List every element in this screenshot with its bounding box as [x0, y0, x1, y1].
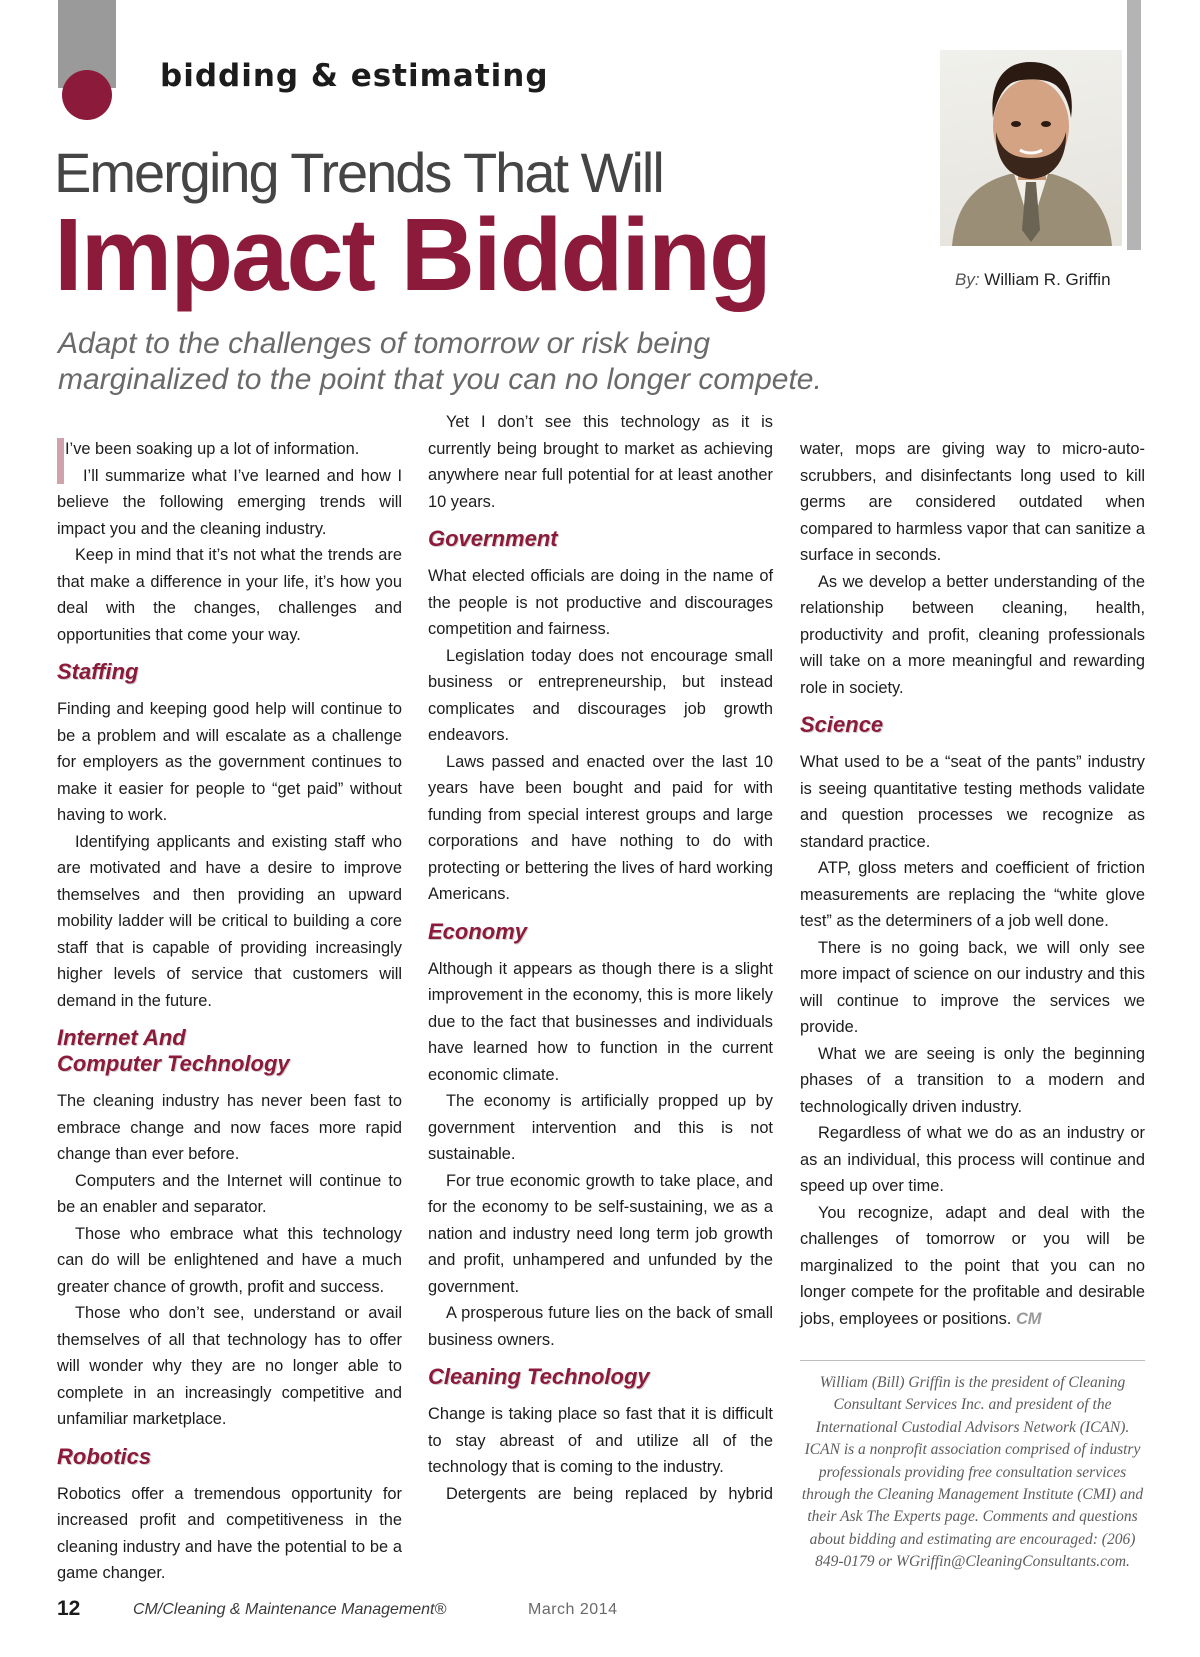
article-column-1 [57, 436, 402, 1587]
right-edge-bar [1127, 0, 1141, 250]
intro-paragraph-3: Keep in mind that it’s not what the trends are that make a difference in your life, it’s how you deal with the changes, challenges and opportunities that come your way. [57, 546, 402, 644]
internet-paragraph-4: Those who don’t see, understand or avail themselves of all that technology has to offer will wonder why they are no longer able to complete in an increasingly competitive and unfamiliar marketplace. [57, 1304, 402, 1428]
robotics-paragraph-2: Yet I don’t see this technology as it is currently being brought to market as achieving anywhere near full potential for at least another 10 years. [428, 413, 773, 511]
dropcap-accent [57, 438, 64, 484]
author-name: William R. Griffin [984, 270, 1111, 289]
science-paragraph-3: There is no going back, we will only see more impact of science on our industry and this will continue to improve the services we provide. [800, 938, 1145, 1036]
heading-science: Science [800, 712, 884, 737]
heading-robotics: Robotics [57, 1443, 152, 1469]
robotics-paragraph-1: Robotics offer a tremendous opportunity for increased profit and competitiveness in the cleaning industry and have the potential to be a game changer. [57, 1484, 402, 1582]
cleaning-tech-paragraph-1: Change is taking place so fast that it is difficult to stay abreast of and utilize all of the technology that is coming to the industry. [428, 1405, 773, 1476]
section-label: bidding & estimating [160, 58, 549, 94]
science-paragraph-1: What used to be a “seat of the pants” industry is seeing quantitative testing methods validate and question processes we recognize as standard practice. [800, 753, 1145, 851]
signoff-mark: CM [1015, 1309, 1042, 1328]
heading-cleaning-technology: Cleaning Technology [428, 1364, 650, 1389]
heading-government: Government [428, 526, 558, 551]
author-photo [940, 50, 1122, 246]
author-bio: William (Bill) Griffin is the president of Cleaning Consultant Services Inc. and president of the International Custodial Advisors Network (ICAN). ICAN is a nonprofit association comprised of industry professionals providing free consultation services through the Cleaning Management Institute (CMI) and their Ask The Experts page. Comments and questions about bidding and estimating are encouraged: (206) 849-0179 or WGriffin@CleaningConsultants.com. [801, 1374, 1144, 1571]
headline-kicker: Emerging Trends That Will [54, 141, 663, 204]
author-portrait-illustration [940, 50, 1122, 246]
cleaning-tech-paragraph-2-cont: water, mops are giving way to micro-auto-scrubbers, and disinfectants long used to kill germs are considered outdated when compared to harmless vapor that can sanitize a surface in seconds. [800, 440, 1145, 564]
heading-staffing: Staffing [57, 659, 139, 684]
cleaning-tech-paragraph-3: As we develop a better understanding of the relationship between cleaning, health, productivity and profit, cleaning professionals will take on a more meaningful and rewarding role in society. [800, 572, 1145, 697]
heading-economy: Economy [428, 918, 528, 944]
cleaning-tech-paragraph-2: Detergents are being replaced by hybrid [446, 1484, 773, 1503]
internet-paragraph-3: Those who embrace what this technology can do will be enlightened and have a much greater chance of growth, profit and success. [57, 1224, 402, 1296]
headline: Impact Bidding [54, 197, 770, 312]
staffing-paragraph-1: Finding and keeping good help will continue to be a problem and will escalate as a challenge for employers as the government continues to make it easier for people to “get paid” without having to work. [57, 700, 402, 824]
byline [955, 270, 1111, 290]
science-paragraph-4: What we are seeing is only the beginning phases of a transition to a modern and technologically driven industry. [800, 1044, 1145, 1116]
science-paragraph-2: ATP, gloss meters and coefficient of friction measurements are replacing the “white glove test” as the determiners of a job well done. [800, 859, 1145, 930]
government-paragraph-1: What elected officials are doing in the name of the people is not productive and discourages competition and fairness. [428, 567, 773, 638]
government-paragraph-2: Legislation today does not encourage small business or entrepreneurship, but instead complicates and discourages job growth endeavors. [428, 646, 773, 744]
deck-subtitle: Adapt to the challenges of tomorrow or risk being marginalized to the point that you can no longer compete. [58, 327, 822, 396]
internet-paragraph-1: The cleaning industry has never been fast to embrace change and now faces more rapid change than ever before. [57, 1092, 402, 1163]
article-column-3 [800, 436, 1145, 1332]
article-column-2 [428, 409, 773, 1507]
economy-paragraph-1: Although it appears as though there is a slight improvement in the economy, this is more likely due to the fact that businesses and individuals have learned how to function in the current economic climate. [428, 959, 773, 1084]
government-paragraph-3: Laws passed and enacted over the last 10 years have been bought and paid for with funding from special interest groups and large corporations and have nothing to do with protecting or bettering the lives of hard working Americans. [428, 752, 773, 903]
bio-divider [800, 1360, 1145, 1361]
byline-prefix: By: [955, 270, 980, 289]
intro-paragraph-1: I’ve been soaking up a lot of information. [57, 436, 402, 463]
publication-name: CM/Cleaning & Maintenance Management® [133, 1601, 447, 1618]
science-paragraph-5: Regardless of what we do as an industry or as an individual, this process will continue and speed up over time. [800, 1124, 1145, 1195]
intro-paragraph-2: I’ll summarize what I’ve learned and how I believe the following emerging trends will impact you and the cleaning industry. [57, 466, 402, 538]
section-tab-dot [62, 70, 112, 120]
issue-date: March 2014 [528, 1601, 618, 1618]
economy-paragraph-3: For true economic growth to take place, and for the economy to be self-sustaining, we as a nation and industry need long term job growth and profit, unhampered and unfunded by the government. [428, 1171, 773, 1296]
economy-paragraph-4: A prosperous future lies on the back of small business owners. [428, 1304, 773, 1349]
staffing-paragraph-2: Identifying applicants and existing staff who are motivated and have a desire to improve themselves and then providing an upward mobility ladder will be critical to building a core staff that is capable of providing increasingly higher levels of service that customers will demand in the future. [57, 832, 402, 1010]
economy-paragraph-2: The economy is artificially propped up by government intervention and this is not sustainable. [428, 1092, 773, 1163]
page-number: 12 [57, 1597, 81, 1620]
internet-paragraph-2: Computers and the Internet will continue to be an enabler and separator. [57, 1171, 402, 1216]
closing-paragraph: You recognize, adapt and deal with the challenges of tomorrow or you will be marginalized to the point that you can no longer compete for the profitable and desirable jobs, employees or positions. CM [800, 1203, 1145, 1328]
heading-internet-technology: Internet And Computer Technology [57, 1025, 290, 1076]
